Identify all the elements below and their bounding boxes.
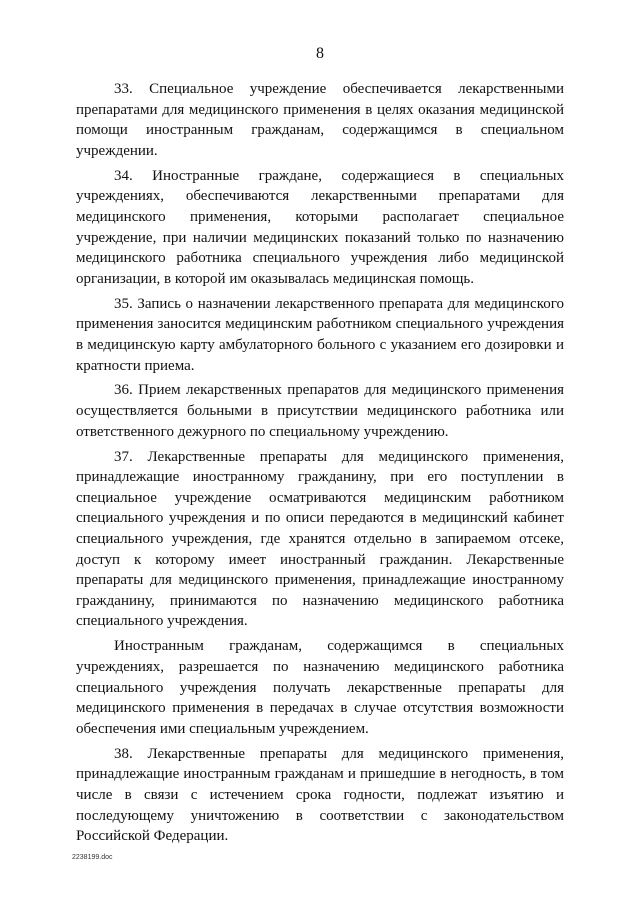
paragraph-35: 35. Запись о назначении лекарственного препарата для медицинского применения заносится медицинским работником специального учреждения в медицинскую карту амбулаторного больного с указанием его дозировки и кратности приема. <box>76 295 564 374</box>
paragraph-36: 36. Прием лекарственных препаратов для медицинского применения осуществляется больными в присутствии медицинского работника или ответственного дежурного по специальному учреждению. <box>76 382 564 440</box>
footer-filename: 2238199.doc <box>72 854 113 861</box>
paragraph-37: 37. Лекарственные препараты для медицинского применения, принадлежащие иностранному гражданину, при его поступлении в специальное учреждение осматриваются медицинским работником специального учреждения и по описи передаются в медицинский кабинет специального учреждения, где хранятся отдельно в запираемом отсеке, доступ к которому имеет иностранный гражданин. Лекарственные препараты для медицинского применения, принадлежащие иностранному гражданину, принимаются по назначению медицинского работника специального учреждения. <box>76 448 564 630</box>
document-body <box>76 79 564 851</box>
paragraph-37-continued: Иностранным гражданам, содержащимся в специальных учреждениях, разрешается по назначению медицинского работника специального учреждения получать лекарственные препараты для медицинского применения в передачах в случае отсутствия возможности обеспечения ими специальным учреждением. <box>76 638 564 737</box>
paragraph-38: 38. Лекарственные препараты для медицинского применения, принадлежащие иностранным гражданам и пришедшие в негодность, в том числе в связи с истечением срока годности, подлежат изъятию и последующему уничтожению в соответствии с законодательством Российской Федерации. <box>76 745 564 845</box>
paragraph-34: 34. Иностранные граждане, содержащиеся в специальных учреждениях, обеспечиваются лекарственными препаратами для медицинского применения, которыми располагает специальное учреждение, при наличии медицинских показаний только по назначению медицинского работника специального учреждения либо медицинской организации, в которой им оказывалась медицинская помощь. <box>76 167 564 287</box>
paragraph-33: 33. Специальное учреждение обеспечивается лекарственными препаратами для медицинского применения в целях оказания медицинской помощи иностранным гражданам, содержащимся в специальном учреждении. <box>76 81 564 159</box>
page-number: 8 <box>316 45 324 62</box>
